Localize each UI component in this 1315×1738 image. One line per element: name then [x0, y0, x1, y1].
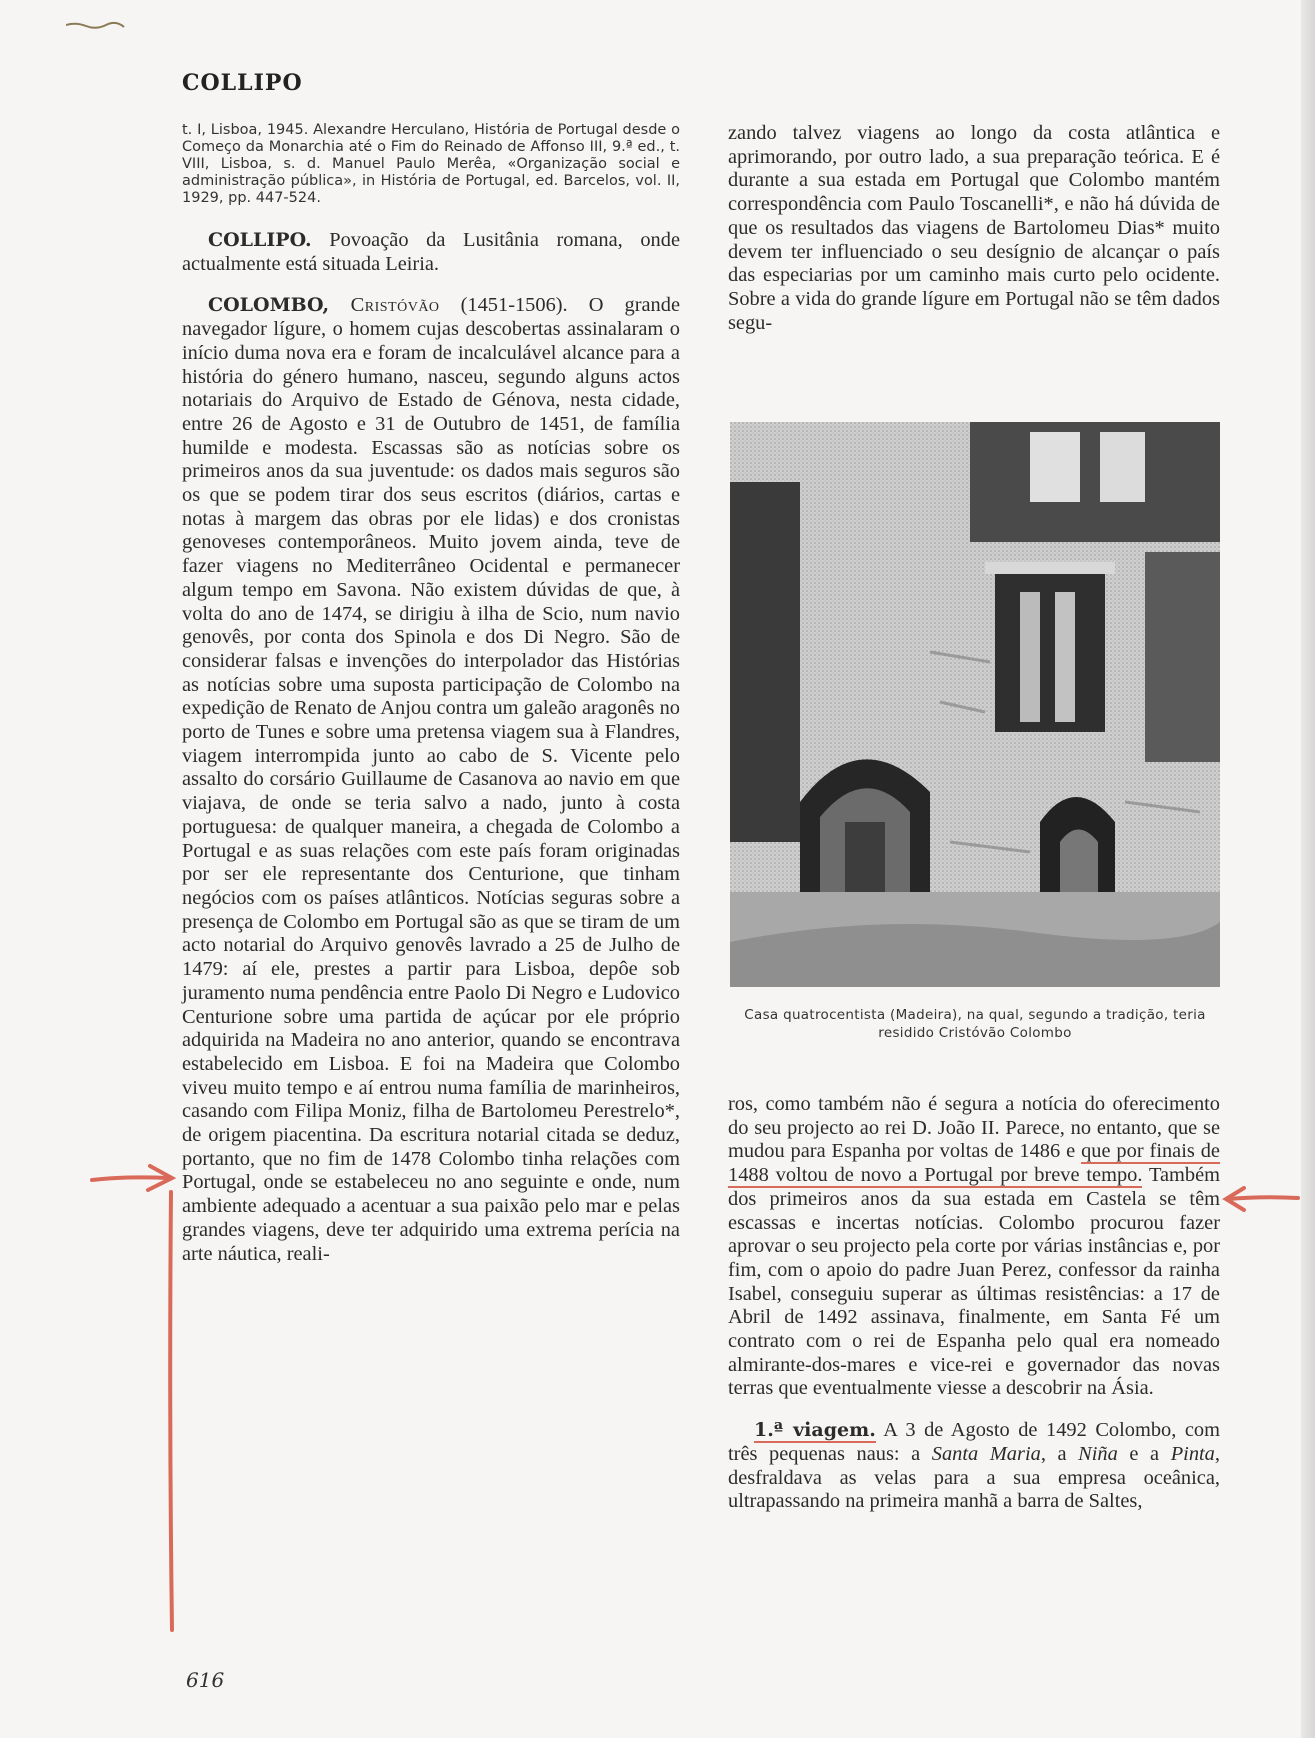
page-number: 616	[186, 1668, 225, 1692]
entry-first-voyage	[728, 1419, 1220, 1514]
corner-tape-mark	[66, 20, 126, 30]
entry-name-colombo: Cristóvão	[329, 294, 440, 317]
red-margin-line	[164, 1190, 178, 1635]
entry-head-colombo: COLOMBO,	[208, 294, 330, 317]
voyage-head: 1.ª viagem.	[754, 1419, 876, 1442]
text-segment-2: Também dos primeiros anos da sua estada em Castela se têm escassas e incertas notícias. Colombo procurou fazer aprovar o seu projecto pela corte por várias instâncias e, por fim, com o apoio do padre Juan Perez, confessor da rainha Isabel, conseguiu superar as últimas resistências: a 17 de Abril de 1492 assinava, finalmente, em Santa Fé um contrato com o rei de Espanha pelo qual era nomeado almirante-dos-mares e vice-rei e governador das novas terras que eventualmente viesse a descobrir na Ásia.	[728, 1164, 1220, 1400]
continued-text-2	[728, 1093, 1220, 1401]
photo-caption: Casa quatrocentista (Madeira), na qual, segundo a tradição, teria residido Cristóvão Colombo	[744, 1007, 1206, 1041]
bibliography-text: t. I, Lisboa, 1945. Alexandre Herculano, História de Portugal desde o Começo da Monarchia até o Fim do Reinado de Affonso III, 9.ª ed., t. VIII, Lisboa, s. d. Manuel Paulo Merêa, «Organização social e administração pública», in História de Portugal, ed. Barcelos, vol. II, 1929, pp. 447-524.	[182, 122, 680, 206]
scan-edge	[1301, 0, 1315, 1738]
right-column-bottom	[728, 1093, 1220, 1532]
house-photo-illustration	[730, 422, 1220, 987]
entry-text-collipo: Povoação da Lusitânia romana, onde actualmente está situada Leiria.	[182, 229, 680, 275]
red-arrow-right-icon	[1222, 1184, 1302, 1214]
house-photo	[730, 422, 1220, 987]
ship-pinta: Pinta	[1170, 1442, 1215, 1465]
running-head: COLLIPO	[182, 70, 303, 96]
underlined-passage: que por finais de 1488 voltou de novo a Portugal por breve tempo.	[728, 1140, 1220, 1187]
text-segment-1: ros, como também não é segura a notícia do oferecimento do seu projecto ao rei D. João II. Parece, no entanto, que se mudou para Espanha por voltas de 1486 e	[728, 1093, 1220, 1163]
ship-nina: Niña	[1078, 1442, 1118, 1465]
voyage-text-1: A 3 de Agosto de 1492 Colombo, com três pequenas naus: a	[728, 1419, 1220, 1465]
voyage-text-4: , desfraldava as velas para a sua empresa oceânica, ultrapassando na primeira manhã a barra de Saltes,	[728, 1442, 1220, 1513]
right-column-top	[728, 122, 1220, 353]
entry-head-collipo: COLLIPO.	[208, 229, 312, 251]
left-column	[182, 122, 680, 1284]
voyage-text-2: , a	[1040, 1442, 1079, 1465]
voyage-text-3: e a	[1117, 1442, 1171, 1465]
entry-text-colombo: (1451-1506). O grande navegador lígure, o homem cujas descobertas assinalaram o início duma nova era e foram de incalculável alcance para a história do género humano, nasceu, segundo alguns actos notariais do Arquivo de Estado de Génova, nesta cidade, entre 26 de Agosto e 31 de Outubro de 1451, de família humilde e modesta. Escassas são as notícias sobre os primeiros anos da sua juventude: os dados mais seguros são os que se podem tirar dos seus escritos (diários, cartas e notas à margem das obras por ele lidas) e dos cronistas genoveses contemporâneos. Muito jovem ainda, teve de fazer viagens no Mediterrâneo Ocidental e permanecer algum tempo em Savona. Não existem dúvidas de que, à volta do ano de 1474, se dirigiu à ilha de Scio, num navio genovês, por conta dos Spinola e dos Di Negro. São de considerar falsas e invenções do interpolador das Histórias as notícias sobre uma suposta participação de Colombo na expedição de Renato de Anjou contra um galeão aragonês no porto de Tunes e sobre uma pretensa viagem sua à Flandres, viagem interrompida junto ao cabo de S. Vicente pelo assalto do corsário Guillaume de Casanova ao navio em que viajava, de onde se teria salvo a nado, junto à costa portuguesa: de qualquer maneira, a chegada de Colombo a Portugal e as suas relações com este país foram originadas por ser ele representante dos Centurione, que tinham negócios com os países atlânticos. Notícias seguras sobre a presença de Colombo em Portugal são as que se tiram de um acto notarial do Arquivo genovês lavrado a 25 de Julho de 1479: aí ele, prestes a partir para Lisboa, depôe sob juramento numa pendência entre Paolo Di Negro e Ludovico Centurione sobre uma partida de açúcar por ele próprio adquirida na Madeira no ano anterior, quando se encontrava estabelecido em Lisboa. E foi na Madeira que Colombo viveu muito tempo e aí entrou numa família de marinheiros, casando com Filipa Moniz, filha de Bartolomeu Perestrelo*, de origem piacentina. Da escritura notarial citada se deduz, portanto, que no fim de 1478 Colombo tinha relações com Portugal, onde se estabeleceu no ano seguinte e onde, num ambiente adequado a acentuar a sua paixão pelo mar e pelas grandes viagens, deve ter adquirido uma extrema perícia na arte náutica, reali-	[182, 294, 680, 1265]
continued-text: zando talvez viagens ao longo da costa atlântica e aprimorando, por outro lado, a sua preparação teórica. E é durante a sua estada em Portugal que Colombo mantém correspondência com Paulo Toscanelli*, e não há dúvida de que os resultados das viagens de Bartolomeu Dias* muito devem ter influenciado o seu desígnio de alcançar o país das especiarias por um caminho mais curto pelo ocidente. Sobre a vida do grande lígure em Portugal não se têm dados segu-	[728, 122, 1220, 334]
entry-colombo	[182, 294, 680, 1266]
ship-santa-maria: Santa Maria	[931, 1442, 1041, 1465]
entry-collipo	[182, 229, 680, 276]
